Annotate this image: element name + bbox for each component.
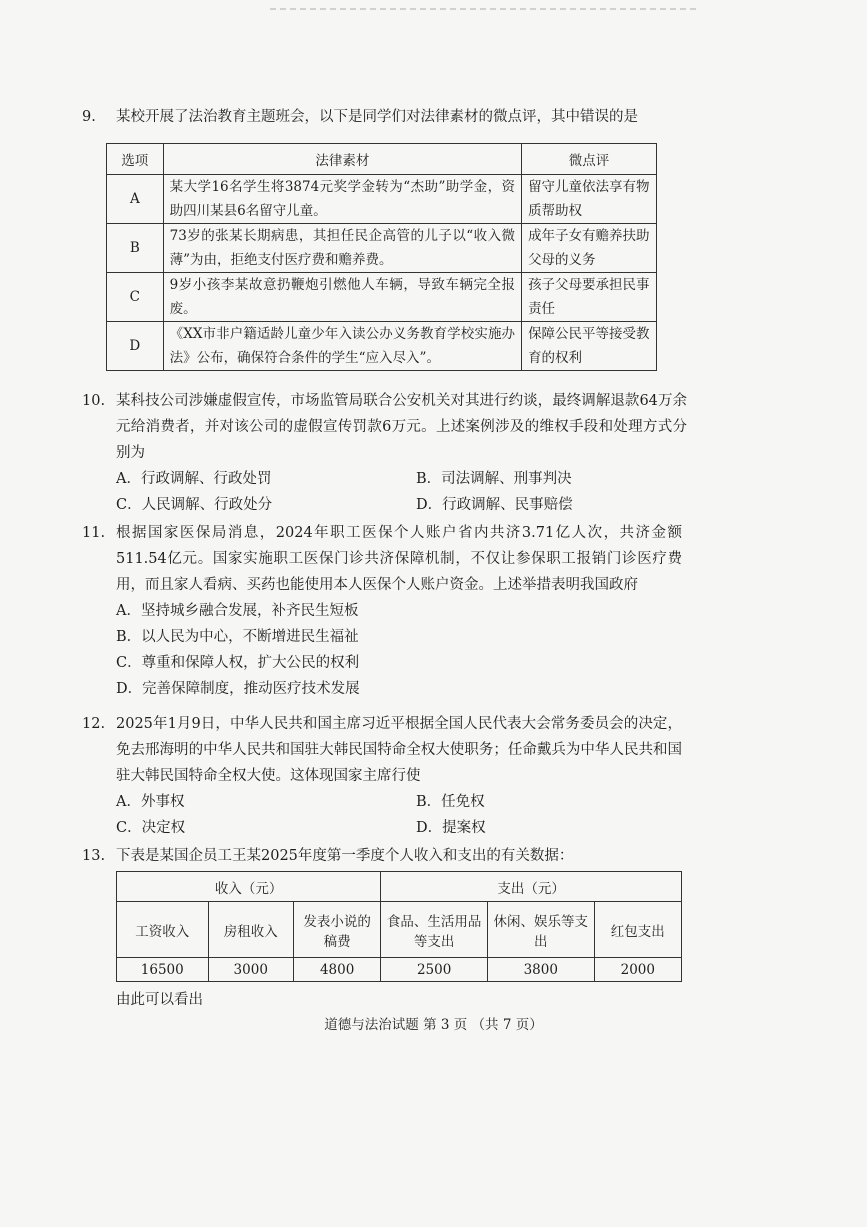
question-13-followup [116, 987, 716, 1013]
cell-value: 2500 [381, 958, 488, 982]
table-row [117, 958, 682, 982]
question-stem: 根据国家医保局消息，2024年职工医保个人账户省内共济3.71亿人次，共济金额511.54亿元。国家实施职工医保门诊共济保障机制，不仅让参保职工报销门诊医疗费用，而且家人看病、买药也能使用本人医保个人账户资金。上述举措表明我国政府 [116, 525, 682, 593]
option-a[interactable]: A．坚持城乡融合发展，补齐民生短板 [116, 603, 359, 619]
scan-edge-mark [270, 8, 700, 10]
question-11 [82, 520, 682, 702]
col-header: 红包支出 [594, 902, 681, 958]
table-header-row [117, 902, 682, 958]
question-stem: 2025年1月9日，中华人民共和国主席习近平根据全国人民代表大会常务委员会的决定，免去邢海明的中华人民共和国驻大韩民国特命全权大使职务；任命戴兵为中华人民共和国驻大韩民国特命全权大使。这体现国家主席行使 [116, 716, 682, 784]
question-13 [82, 843, 682, 869]
row-comment: 保障公民平等接受教育的权利 [522, 322, 657, 371]
question-13-table [116, 871, 682, 982]
col-header: 发表小说的稿费 [293, 902, 380, 958]
row-comment: 孩子父母要承担民事责任 [522, 273, 657, 322]
cell-value: 2000 [594, 958, 681, 982]
row-comment: 留守儿童依法享有物质帮助权 [522, 175, 657, 224]
col-header: 房租收入 [208, 902, 293, 958]
option-c[interactable]: C．人民调解、行政处分 [116, 497, 273, 513]
table-group-row [117, 872, 682, 902]
row-comment: 成年子女有赡养扶助父母的义务 [522, 224, 657, 273]
page-footer: 道德与法治试题 第 3 页 （共 7 页） [324, 1017, 543, 1033]
option-b[interactable]: B．以人民为中心，不断增进民生福祉 [116, 629, 359, 645]
question-number: 10. [82, 393, 106, 409]
option-b[interactable]: B．司法调解、刑事判决 [416, 471, 572, 487]
header-comment: 微点评 [522, 144, 657, 175]
question-stem: 某校开展了法治教育主题班会，以下是同学们对法律素材的微点评，其中错误的是 [116, 109, 638, 125]
row-option: D [107, 322, 164, 371]
row-material: 某大学16名学生将3874元奖学金转为“杰助”助学金，资助四川某县6名留守儿童。 [163, 175, 521, 224]
row-material: 73岁的张某长期病患，其担任民企高管的儿子以“收入微薄”为由，拒绝支付医疗费和赡养费。 [163, 224, 521, 273]
row-option: A [107, 175, 164, 224]
cell-value: 16500 [117, 958, 209, 982]
option-c[interactable]: C．决定权 [116, 820, 186, 836]
question-stem: 某科技公司涉嫌虚假宣传，市场监管局联合公安机关对其进行约谈，最终调解退款64万余元给消费者，并对该公司的虚假宣传罚款6万元。上述案例涉及的维权手段和处理方式分别为 [116, 393, 687, 461]
followup-text: 由此可以看出 [116, 992, 203, 1008]
question-9-table [106, 143, 657, 371]
cell-value: 3800 [487, 958, 594, 982]
expense-group-label: 支出（元） [381, 872, 682, 902]
header-option: 选项 [107, 144, 164, 175]
question-number: 9. [82, 109, 96, 125]
option-c[interactable]: C．尊重和保障人权，扩大公民的权利 [116, 655, 360, 671]
col-header: 工资收入 [117, 902, 209, 958]
row-option: B [107, 224, 164, 273]
question-stem: 下表是某国企员工王某2025年度第一季度个人收入和支出的有关数据： [116, 848, 574, 864]
table-row [107, 273, 657, 322]
income-group-label: 收入（元） [117, 872, 381, 902]
question-number: 13. [82, 848, 106, 864]
cell-value: 3000 [208, 958, 293, 982]
col-header: 食品、生活用品等支出 [381, 902, 488, 958]
option-d[interactable]: D．提案权 [416, 820, 486, 836]
cell-value: 4800 [293, 958, 380, 982]
row-material: 9岁小孩李某故意扔鞭炮引燃他人车辆，导致车辆完全报废。 [163, 273, 521, 322]
question-number: 11. [82, 525, 106, 541]
table-header-row [107, 144, 657, 175]
question-9 [82, 104, 682, 130]
row-material: 《XX市非户籍适龄儿童少年入读公办义务教育学校实施办法》公布，确保符合条件的学生“应入尽入”。 [163, 322, 521, 371]
table-row [107, 322, 657, 371]
option-a[interactable]: A．行政调解、行政处罚 [116, 471, 272, 487]
header-material: 法律素材 [163, 144, 521, 175]
option-a[interactable]: A．外事权 [116, 794, 185, 810]
row-option: C [107, 273, 164, 322]
question-10 [82, 388, 687, 518]
table-row [107, 224, 657, 273]
table-row [107, 175, 657, 224]
option-d[interactable]: D．行政调解、民事赔偿 [416, 497, 573, 513]
col-header: 休闲、娱乐等支出 [487, 902, 594, 958]
question-number: 12. [82, 716, 106, 732]
option-b[interactable]: B．任免权 [416, 794, 485, 810]
option-d[interactable]: D．完善保障制度，推动医疗技术发展 [116, 681, 360, 697]
question-12 [82, 711, 682, 841]
